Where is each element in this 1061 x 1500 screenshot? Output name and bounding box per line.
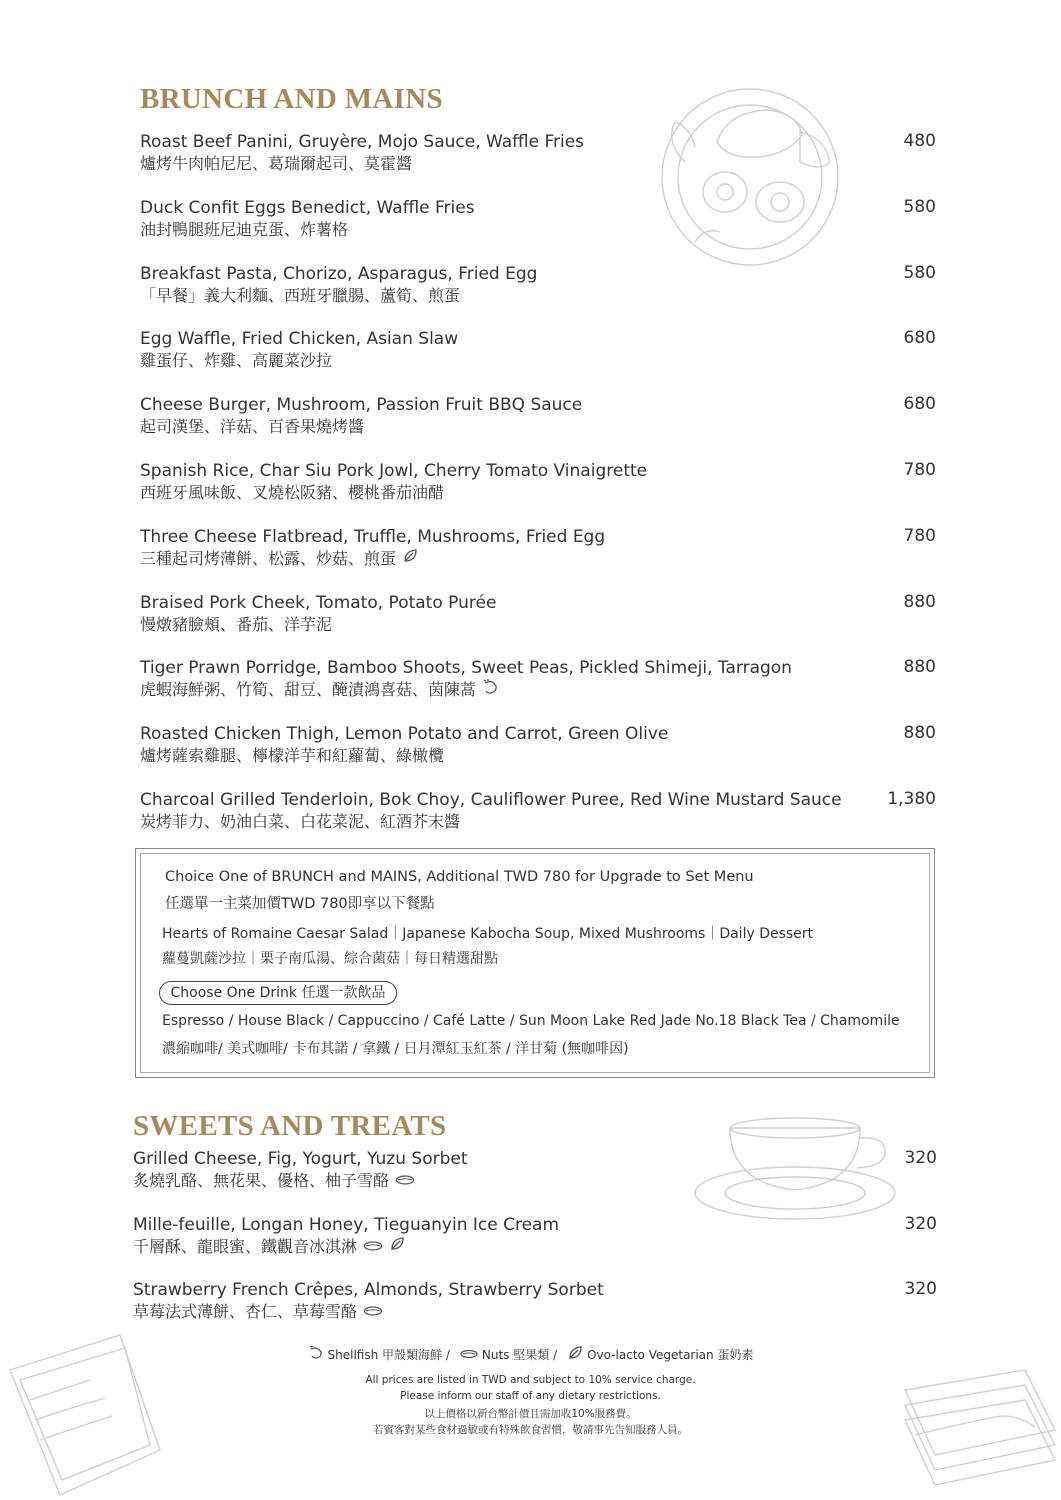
menu-item-name-zh-text: 虎蝦海鮮粥、竹筍、甜豆、醃漬鴻喜菇、茵陳蒿 <box>140 680 477 700</box>
menu-item-name-zh <box>140 614 940 636</box>
menu-item <box>140 657 940 701</box>
leaf-icon <box>567 1345 583 1364</box>
legend-shellfish: Shellfish 甲殼類海鮮 / <box>327 1348 450 1362</box>
legend-vegetarian: Ovo-lacto Vegetarian 蛋奶素 <box>587 1348 754 1362</box>
brunch-section-title: BRUNCH AND MAINS <box>140 83 443 115</box>
menu-item-price: 680 <box>903 394 936 415</box>
menu-item-name-en: Grilled Cheese, Fig, Yogurt, Yuzu Sorbet <box>133 1149 468 1169</box>
menu-item-price: 880 <box>903 723 936 744</box>
leaf-icon <box>389 1236 405 1258</box>
menu-item-name-zh <box>133 1236 933 1258</box>
set-menu-upgrade-en: Choice One of BRUNCH and MAINS, Additional TWD 780 for Upgrade to Set Menu <box>165 869 754 885</box>
menu-item-name-en: Tiger Prawn Porridge, Bamboo Shoots, Sweet Peas, Pickled Shimeji, Tarragon <box>140 658 792 679</box>
menu-item-name-en: Egg Waffle, Fried Chicken, Asian Slaw <box>140 329 459 350</box>
menu-item-name-zh <box>133 1301 933 1323</box>
menu-item-price: 880 <box>903 657 936 678</box>
menu-item <box>140 592 940 636</box>
menu-item-name-zh-text: 雞蛋仔、炸雞、高麗菜沙拉 <box>140 351 333 371</box>
drink-options-en: Espresso / House Black / Cappuccino / Café Latte / Sun Moon Lake Red Jade No.18 Black Tea / Chamomile <box>162 1013 900 1029</box>
nut-icon <box>460 1348 478 1362</box>
menu-item-name-zh-text: 起司漢堡、洋菇、百香果燒烤醬 <box>140 417 365 437</box>
menu-item-price: 580 <box>903 262 936 283</box>
menu-item-name-zh-text: 炭烤菲力、奶油白菜、白花菜泥、紅酒芥末醬 <box>140 812 461 831</box>
menu-item-name-en: Duck Confit Eggs Benedict, Waffle Fries <box>140 197 475 218</box>
menu-item-name-zh-text: 三種起司烤薄餅、松露、炒菇、煎蛋 <box>140 548 397 568</box>
menu-item-name-en: Cheese Burger, Mushroom, Passion Fruit BBQ Sauce <box>140 395 583 416</box>
menu-item <box>140 526 940 570</box>
menu-item <box>140 723 940 767</box>
leaf-icon <box>402 548 418 570</box>
menu-item <box>133 1279 933 1323</box>
menu-item-price: 1,380 <box>887 789 936 809</box>
menu-item <box>140 263 940 307</box>
menu-item <box>140 789 940 833</box>
set-menu-upgrade-zh: 任選單一主菜加價TWD 780即享以下餐點 <box>165 896 435 912</box>
menu-item-name-zh <box>140 285 940 307</box>
drink-options-zh: 濃縮咖啡/ 美式咖啡/ 卡布其諾 / 拿鐵 / 日月潭紅玉紅茶 / 洋甘菊 (無咖啡因) <box>162 1041 629 1057</box>
set-menu-courses-zh: 蘿蔓凱薩沙拉｜栗子南瓜湯、綜合菌菇｜每日精選甜點 <box>162 951 498 967</box>
menu-item-name-en: Strawberry French Crêpes, Almonds, Strawberry Sorbet <box>133 1280 604 1300</box>
nut-icon <box>395 1170 415 1192</box>
menu-item-name-zh-text: 「早餐」義大利麵、西班牙臘腸、蘆筍、煎蛋 <box>140 285 461 305</box>
shrimp-icon <box>482 679 500 701</box>
menu-item-price: 780 <box>903 525 936 546</box>
menu-item-price: 680 <box>903 328 936 349</box>
note-service-charge-en: All prices are listed in TWD and subject to 10% service charge. <box>365 1374 696 1386</box>
menu-item-name-zh-text: 爐烤牛肉帕尼尼、葛瑞爾起司、莫霍醬 <box>140 154 413 173</box>
menu-item-price: 580 <box>903 196 936 217</box>
legend-nuts: Nuts 堅果類 / <box>481 1348 558 1362</box>
set-menu-courses-en: Hearts of Romaine Caesar Salad｜Japanese Kabocha Soup, Mixed Mushrooms｜Daily Dessert <box>162 926 814 942</box>
menu-item <box>133 1148 933 1192</box>
dietary-legend <box>0 1345 1061 1364</box>
menu-item-name-zh <box>140 153 940 175</box>
menu-item-name-en: Charcoal Grilled Tenderloin, Bok Choy, Cauliflower Puree, Red Wine Mustard Sauce <box>140 790 842 810</box>
menu-item <box>140 394 940 438</box>
menu-item-name-zh <box>140 350 940 372</box>
menu-item-name-en: Spanish Rice, Char Siu Pork Jowl, Cherry Tomato Vinaigrette <box>140 461 648 481</box>
menu-item-name-zh <box>140 811 940 833</box>
menu-item-price: 780 <box>903 460 936 480</box>
menu-item-name-zh-text: 慢燉豬臉頰、番茄、洋芋泥 <box>140 614 333 634</box>
menu-item-name-zh <box>140 219 940 241</box>
menu-item-name-zh-text: 草莓法式薄餅、杏仁、草莓雪酪 <box>133 1302 358 1321</box>
menu-item-name-zh <box>140 679 940 701</box>
note-dietary-zh: 若賓客對某些食材過敏或有特殊飲食習慣，敬請事先告知服務人員。 <box>373 1424 688 1436</box>
menu-item-name-zh-text: 炙燒乳酪、無花果、優格、柚子雪酪 <box>133 1171 390 1190</box>
nut-icon <box>363 1301 383 1323</box>
menu-item <box>140 197 940 241</box>
shrimp-icon <box>308 1346 324 1363</box>
menu-item-name-zh-text: 西班牙風味飯、叉燒松阪豬、櫻桃番茄油醋 <box>140 483 445 502</box>
choose-drink-pill: Choose One Drink 任選一款飲品 <box>159 981 397 1005</box>
menu-item-name-en: Roasted Chicken Thigh, Lemon Potato and Carrot, Green Olive <box>140 724 669 745</box>
menu-item-name-en: Mille-feuille, Longan Honey, Tieguanyin Ice Cream <box>133 1214 560 1235</box>
menu-item-name-zh <box>133 1170 933 1192</box>
menu-item-name-zh-text: 千層酥、龍眼蜜、鐵觀音冰淇淋 <box>133 1236 358 1256</box>
sweets-section-title: SWEETS AND TREATS <box>133 1110 447 1142</box>
menu-item-name-en: Breakfast Pasta, Chorizo, Asparagus, Fried Egg <box>140 263 538 284</box>
menu-item-price: 320 <box>904 1148 937 1168</box>
menu-item-name-zh <box>140 745 940 767</box>
note-service-charge-zh: 以上價格以新台幣計價且需加收10%服務費。 <box>424 1408 637 1420</box>
menu-item-name-en: Roast Beef Panini, Gruyère, Mojo Sauce, Waffle Fries <box>140 132 585 152</box>
menu-item-name-zh <box>140 482 940 504</box>
menu-item-name-en: Braised Pork Cheek, Tomato, Potato Purée <box>140 592 497 613</box>
menu-item <box>140 131 940 175</box>
menu-item-name-en: Three Cheese Flatbread, Truffle, Mushrooms, Fried Egg <box>140 526 606 547</box>
menu-item-price: 480 <box>903 131 936 151</box>
menu-item <box>140 460 940 504</box>
menu-item-name-zh <box>140 548 940 570</box>
menu-item-name-zh-text: 爐烤薩索雞腿、檸檬洋芋和紅蘿蔔、綠橄欖 <box>140 746 445 766</box>
menu-item-price: 320 <box>904 1213 937 1234</box>
menu-item <box>140 328 940 372</box>
menu-item-name-zh-text: 油封鴨腿班尼迪克蛋、炸薯格 <box>140 219 349 239</box>
note-dietary-en: Please inform our staff of any dietary restrictions. <box>400 1390 661 1402</box>
menu-item-name-zh <box>140 416 940 438</box>
nut-icon <box>363 1236 383 1258</box>
menu-item-price: 880 <box>903 591 936 612</box>
menu-item <box>133 1214 933 1258</box>
menu-item-price: 320 <box>904 1279 937 1299</box>
